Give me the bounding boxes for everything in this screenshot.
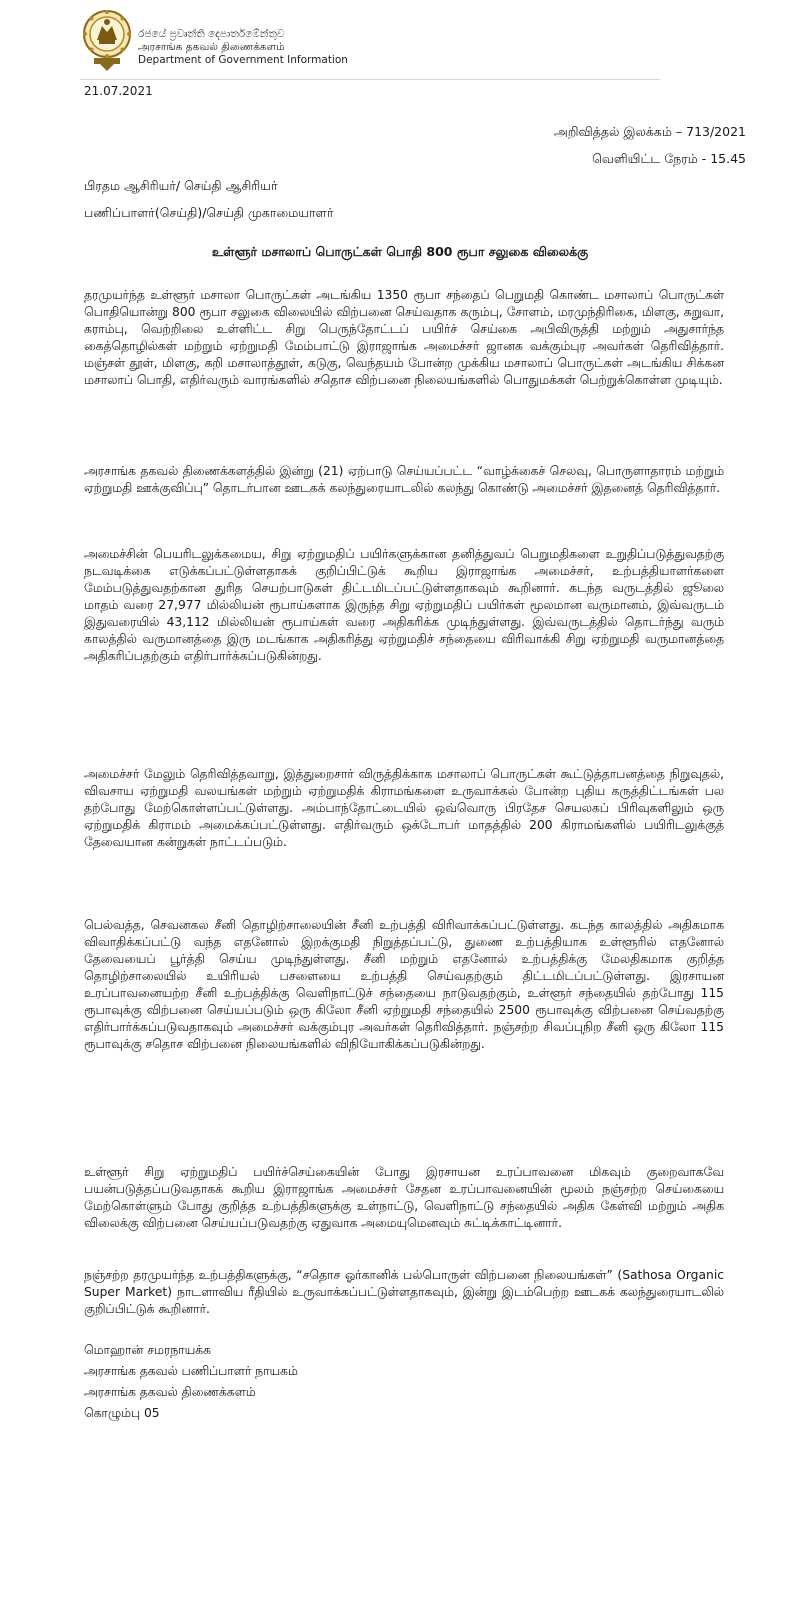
paragraph-4: அமைச்சர் மேலும் தெரிவித்தவாறு, இத்துறைசார் விருத்திக்காக மசாலாப் பொருட்கள் கூட்டுத்தாபனத்தை நிறுவுதல், விவசாய ஏற்றுமதி வலயங்கள் மற்றும் ஏற்றுமதிக் கிராமங்களை உருவாக்கல் போன்ற புதிய கருத்திட்டங்கள் பல தற்போது மேற்கொள்ளப்பட்டுள்ளது. அம்பாந்தோட்டையில் ஒவ்வொரு பிரதேச செயலகப் பிரிவுகளிலும் ஒரு ஏற்றுமதிக் கிராமம் அமைக்கப்பட்டுள்ளது. எதிர்வரும் ஒக்டோபர் மாதத்தில் 200 கிராமங்களில் பயிரிடலுக்குத் தேவையான கன்றுகள் நாட்டப்படும். bbox=[84, 767, 724, 849]
paragraph-5: பெல்வத்த, செவனகல சீனி தொழிற்சாலையின் சீனி உற்பத்தி விரிவாக்கப்பட்டுள்ளது. கடந்த காலத்தில் அதிகமாக விவாதிக்கப்பட்டு வந்த எதனோல் இறக்குமதி நிறுத்தப்பட்டு, துணை உற்பத்தியாக உள்ளூரில் எதனோல் தேவையைப் பூர்த்தி செய்ய முடிந்துள்ளது. சீனி மற்றும் எதனோல் உற்பத்திக்கு மேலதிகமாக குறித்த தொழிற்சாலையில் உயிரியல் பசளையை உற்பத்தி செய்வதற்கும் திட்டமிடப்பட்டுள்ளது. இரசாயன உரப்பாவனையற்ற சீனி உற்பத்திக்கு வெளிநாட்டுச் சந்தையை நாடுவதற்கும், உள்ளூர் சந்தையில் தற்போது 115 ரூபாவுக்கு விற்பனை செய்யப்படும் ஒரு கிலோ சீனி ஏற்றுமதி சந்தையில் 2500 ரூபாவுக்கு விற்பனை செய்வதற்கு எதிர்பார்க்கப்படுவதாகவும் அமைச்சர் வக்கும்புர அவர்கள் தெரிவித்தார். நஞ்சற்ற சிவப்புநிற சீனி ஒரு கிலோ 115 ரூபாவுக்கு சதொச விற்பனை நிலையங்களில் விநியோகிக்கப்படுகின்றது. bbox=[84, 918, 724, 1051]
sri-lanka-emblem-icon bbox=[82, 6, 132, 72]
letterhead-english: Department of Government Information bbox=[138, 54, 348, 66]
paragraph-6: உள்ளூர் சிறு ஏற்றுமதிப் பயிர்ச்செய்கையின் போது இரசாயன உரப்பாவனை மிகவும் குறைவாகவே பயன்படுத்தப்படுவதாகக் கூறிய இராஜாங்க அமைச்சர் சேதன உரப்பாவனையின் மூலம் நஞ்சற்ற செய்கையை மேற்கொள்ளும் போது குறித்த உற்பத்திகளுக்கு உள்நாட்டு, வெளிநாட்டு சந்தையில் அதிக கேள்வி மற்றும் அதிக விலைக்கு விற்பனை செய்யப்படுவதற்கு ஏதுவாக அமையுமெனவும் சுட்டிக்காட்டினார். bbox=[84, 1165, 724, 1230]
paragraph-7: நஞ்சற்ற தரமுயர்ந்த உற்பத்திகளுக்கு, “சதொச ஓர்கானிக் பல்பொருள் விற்பனை நிலையங்கள்” (Sathosa Organic Super Market) நாடளாவிய ரீதியில் உருவாக்கப்பட்டுள்ளதாகவும், இன்று இடம்பெற்ற ஊடகக் கலந்துரையாடலில் குறிப்பிட்டுக் கூறினார். bbox=[84, 1268, 724, 1316]
page-title: உள்ளூர் மசாலாப் பொருட்கள் பொதி 800 ரூபா சலுகை விலைக்கு bbox=[211, 244, 589, 259]
addressee-editor: பிரதம ஆசிரியர்/ செய்தி ஆசிரியர் bbox=[84, 178, 278, 193]
letterhead-sinhala: රජයේ ප්‍රවෘත්ති දෙපාර්තමේන්තුව bbox=[138, 28, 285, 40]
addressee-director: பணிப்பாளர்(செய்தி)/செய்தி முகாமையாளர் bbox=[84, 205, 334, 220]
paragraph-1: தரமுயர்ந்த உள்ளூர் மசாலா பொருட்கள் அடங்கிய 1350 ரூபா சந்தைப் பெறுமதி கொண்ட மசாலாப் பொருட்கள் பொதியொன்று 800 ரூபா சலுகை விலையில் விற்பனை செய்வதாக கரும்பு, சோளம், மரமுந்திரிகை, மிளகு, கறுவா, கராம்பு, வெற்றிலை உள்ளிட்ட சிறு பெருந்தோட்டப் பயிர்ச் செய்கை அபிவிருத்தி மற்றும் அதுசார்ந்த கைத்தொழில்கள் மற்றும் ஏற்றுமதி மேம்பாட்டு இராஜாங்க அமைச்சர் ஜானக வக்கும்புர அவர்கள் தெரிவித்தார். மஞ்சள் தூள், மிளகு, கறி மசாலாத்தூள், கடுகு, வெந்தயம் போன்ற முக்கிய மசாலாப் பொருட்கள் அடங்கிய சிக்கன மசாலாப் பொதி, எதிர்வரும் வாரங்களில் சதொச விற்பனை நிலையங்களில் பொதுமக்கள் பெற்றுக்கொள்ள முடியும். bbox=[84, 288, 724, 387]
release-date: 21.07.2021 bbox=[84, 84, 153, 98]
signatory-department: அரசாங்க தகவல் திணைக்களம் bbox=[84, 1385, 256, 1399]
paragraph-2: அரசாங்க தகவல் திணைக்களத்தில் இன்று (21) ஏற்பாடு செய்யப்பட்ட “வாழ்க்கைச் செலவு, பொருளாதாரம் மற்றும் ஏற்றுமதி ஊக்குவிப்பு” தொடர்பான ஊடகக் கலந்துரையாடலில் கலந்து கொண்டு அமைச்சர் இதனைத் தெரிவித்தார். bbox=[84, 464, 724, 495]
signatory-name: மொஹான் சமரநாயக்க bbox=[84, 1343, 211, 1357]
letterhead bbox=[80, 6, 660, 76]
letterhead-tamil: அரசாங்க தகவல் திணைக்களம் bbox=[138, 41, 285, 53]
letterhead-divider bbox=[80, 79, 660, 80]
signatory-location: கொழும்பு 05 bbox=[84, 1406, 160, 1420]
signatory-designation: அரசாங்க தகவல் பணிப்பாளர் நாயகம் bbox=[84, 1364, 298, 1378]
release-number: அறிவித்தல் இலக்கம் – 713/2021 bbox=[553, 124, 746, 139]
signature-block bbox=[84, 1340, 298, 1424]
release-time: வெளியிட்ட நேரம் - 15.45 bbox=[592, 151, 746, 166]
paragraph-3: அமைச்சின் பெயரிடலுக்கமைய, சிறு ஏற்றுமதிப் பயிர்களுக்கான தனித்துவப் பெறுமதிகளை உறுதிப்படுத்துவதற்கு நடவடிக்கை எடுக்கப்பட்டுள்ளதாகக் குறிப்பிட்டுக் கூறிய இராஜாங்க அமைச்சர், உற்பத்தியாளர்களை மேம்படுத்துவதற்கான துரித செயற்பாடுகள் திட்டமிடப்பட்டுள்ளதாகவும் கூறினார். கடந்த வருடத்தில் ஜூலை மாதம் வரை 27,977 மில்லியன் ரூபாய்களாக இருந்த சிறு ஏற்றுமதிப் பயிர்கள் மூலமான வருமானம், இவ்வருடம் இதுவரையில் 43,112 மில்லியன் ரூபாய்கள் வரை அதிகரிக்க முடிந்துள்ளது. இவ்வருடத்தில் தொடர்ந்து வரும் காலத்தில் வருமானத்தை இரு மடங்காக அதிகரித்து ஏற்றுமதிச் சந்தையை விரிவாக்கி சிறு ஏற்றுமதி வருமானத்தை அதிகரிப்பதற்கும் எதிர்பார்க்கப்படுகின்றது. bbox=[84, 547, 724, 663]
